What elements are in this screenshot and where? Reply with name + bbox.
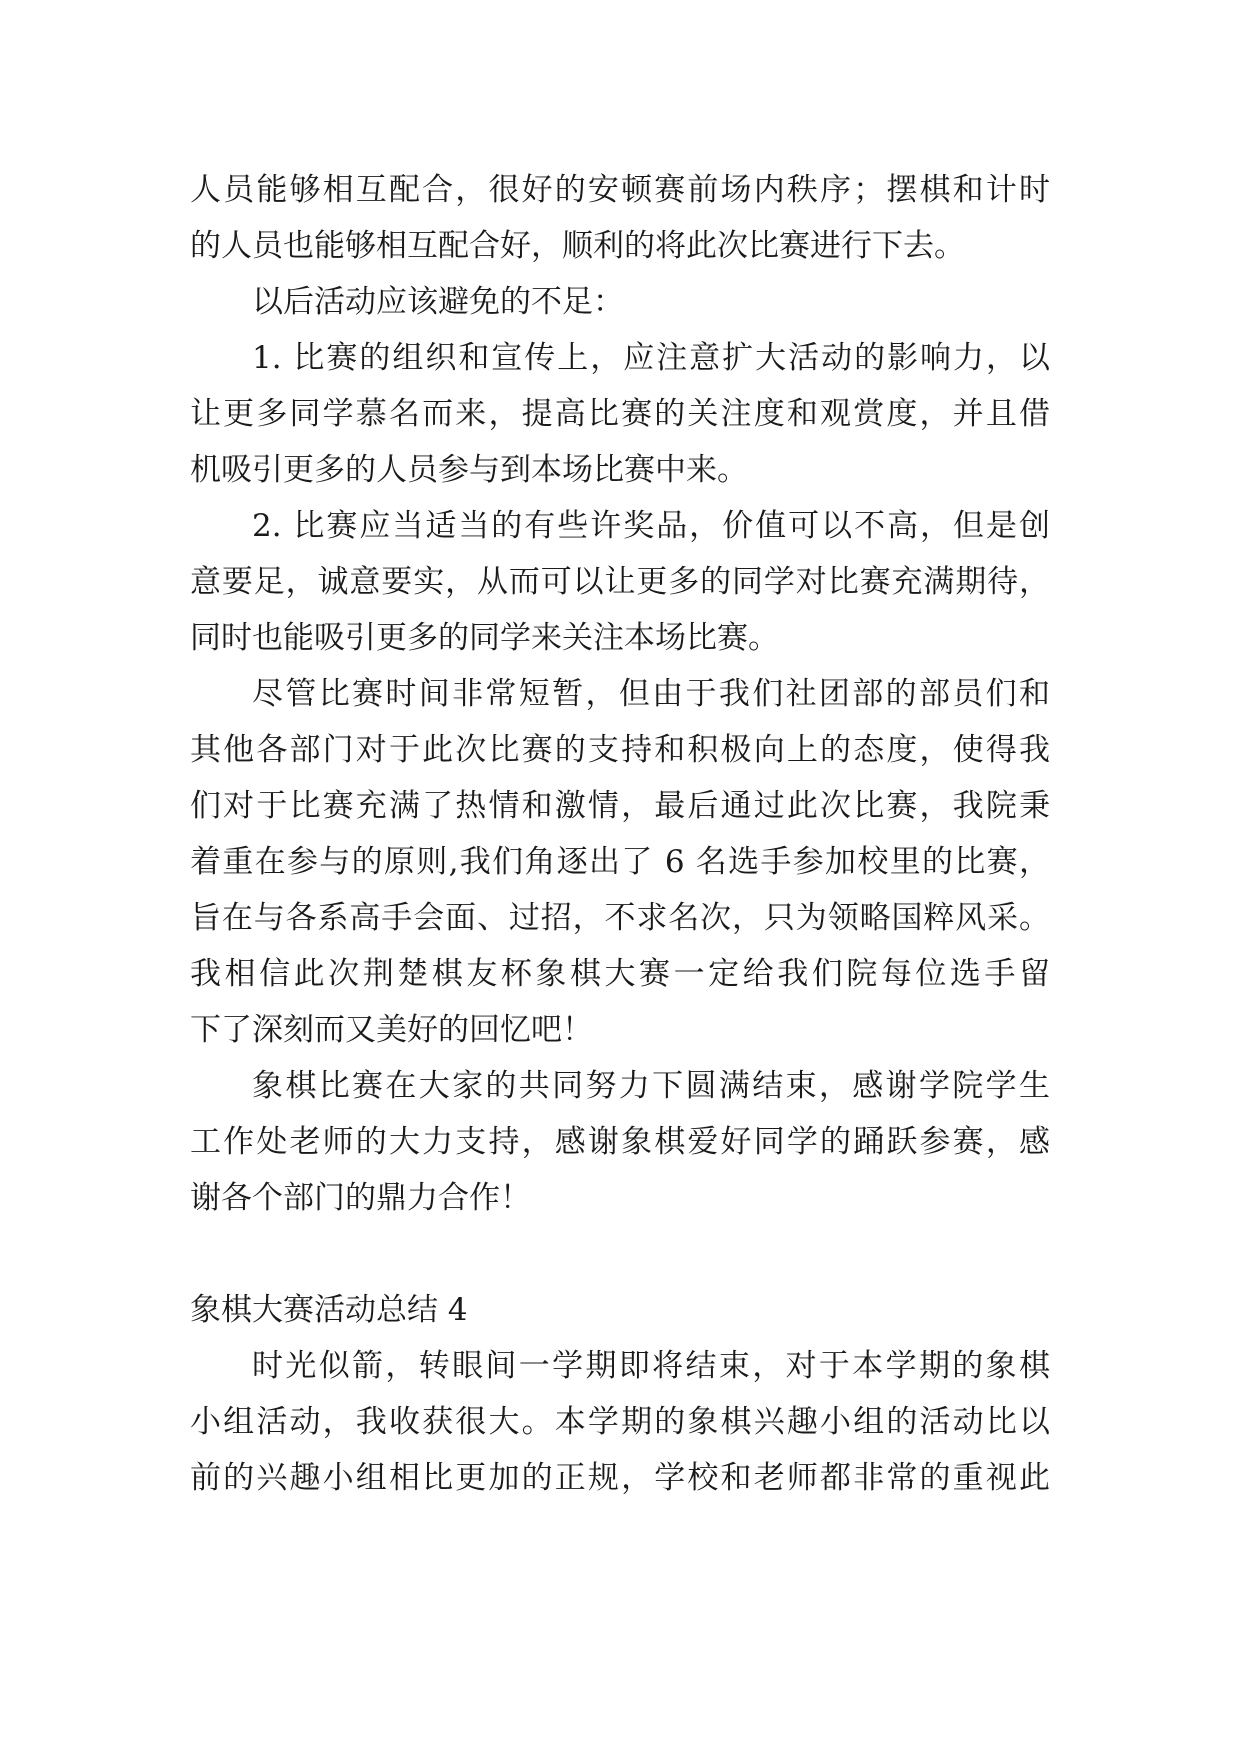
text-line: 下了深刻而又美好的回忆吧！	[190, 1012, 593, 1048]
text-line: 旨在与各系高手会面、过招，不求名次，只为领略国粹风采。	[190, 900, 1050, 936]
paragraph-thanks	[190, 1058, 1050, 1226]
text-line: 的人员也能够相互配合好，顺利的将此次比赛进行下去。	[190, 228, 965, 264]
text-line: 以后活动应该避免的不足：	[252, 284, 624, 320]
text-line: 工作处老师的大力支持，感谢象棋爱好同学的踊跃参赛，感	[190, 1124, 1050, 1160]
paragraph-section4-intro	[190, 1338, 1050, 1506]
paragraph-item-2	[190, 498, 1050, 666]
text-line: 谢各个部门的鼎力合作！	[190, 1180, 531, 1216]
text-line: 意要足，诚意要实，从而可以让更多的同学对比赛充满期待，	[190, 564, 1050, 600]
paragraph-summary	[190, 666, 1050, 1058]
paragraph-shortcomings-intro	[190, 274, 1050, 330]
section-spacer	[190, 1226, 1050, 1282]
paragraph-item-1	[190, 330, 1050, 498]
text-line: 时光似箭，转眼间一学期即将结束，对于本学期的象棋	[252, 1348, 1050, 1384]
text-line: 让更多同学慕名而来，提高比赛的关注度和观赏度，并且借	[190, 396, 1050, 432]
paragraph-cooperation	[190, 162, 1050, 274]
text-line: 2. 比赛应当适当的有些许奖品，价值可以不高，但是创	[252, 508, 1050, 544]
text-line: 我相信此次荆楚棋友杯象棋大赛一定给我们院每位选手留	[190, 956, 1050, 992]
text-line: 着重在参与的原则,我们角逐出了 6 名选手参加校里的比赛，	[190, 844, 1050, 880]
text-line: 机吸引更多的人员参与到本场比赛中来。	[190, 452, 748, 488]
text-line: 尽管比赛时间非常短暂，但由于我们社团部的部员们和	[252, 676, 1050, 712]
text-line: 人员能够相互配合，很好的安顿赛前场内秩序；摆棋和计时	[190, 172, 1050, 208]
document-body	[190, 162, 1050, 1506]
text-line: 同时也能吸引更多的同学来关注本场比赛。	[190, 620, 779, 656]
text-line: 小组活动，我收获很大。本学期的象棋兴趣小组的活动比以	[190, 1404, 1050, 1440]
text-line: 象棋比赛在大家的共同努力下圆满结束，感谢学院学生	[252, 1068, 1050, 1104]
text-line: 们对于比赛充满了热情和激情，最后通过此次比赛，我院秉	[190, 788, 1050, 824]
text-line: 其他各部门对于此次比赛的支持和积极向上的态度，使得我	[190, 732, 1050, 768]
section-heading: 象棋大赛活动总结 4	[190, 1292, 468, 1328]
text-line: 1. 比赛的组织和宣传上，应注意扩大活动的影响力，以	[252, 340, 1050, 376]
text-line: 前的兴趣小组相比更加的正规，学校和老师都非常的重视此	[190, 1460, 1050, 1496]
